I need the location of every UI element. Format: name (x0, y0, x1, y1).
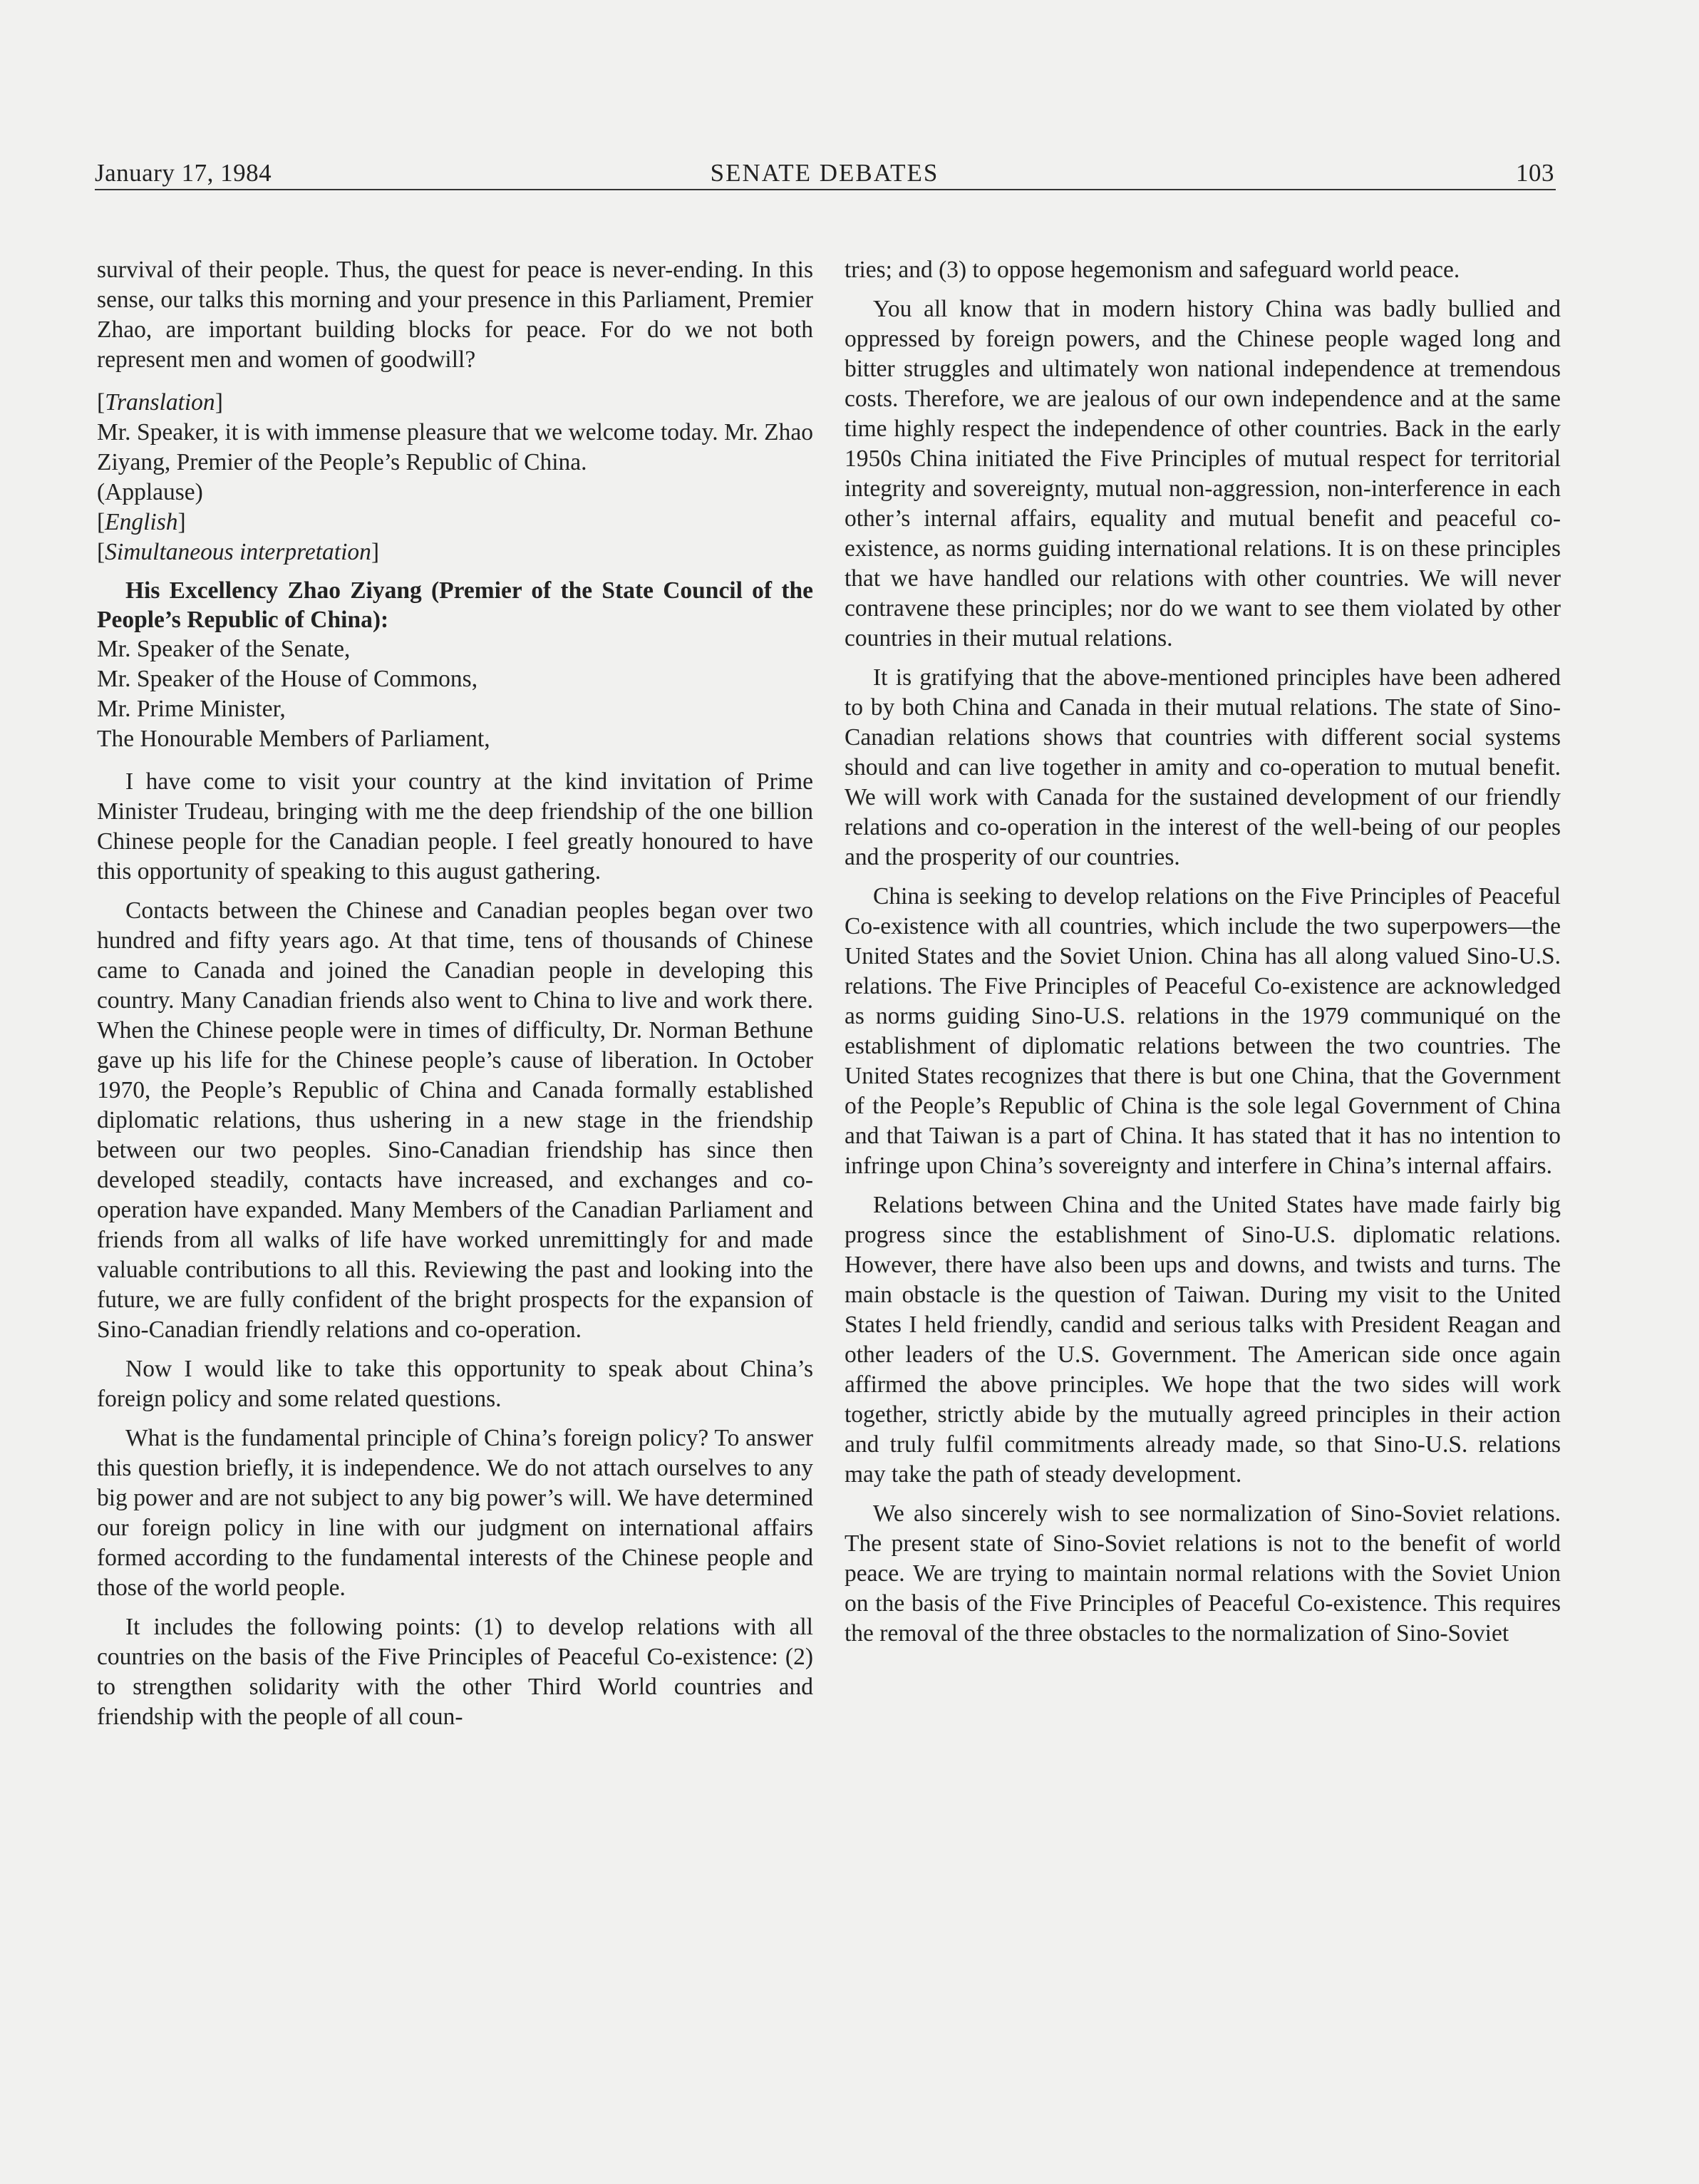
salutation-line: The Honourable Members of Parliament, (97, 726, 490, 752)
paragraph: China is seeking to develop relations on the Five Principles of Peaceful Co-existence with all countries, which include the two superpowers—the United States and the Soviet Union. China has all along valued Sino-U.S. relations. The Five Principles of Peaceful Co-existence are acknowledged as norms guiding Sino-U.S. relations in the 1979 communiqué on the establishment of diplomatic relations between the two countries. The United States recognizes that there is but one China, that the Government of the People’s Republic of China is the sole legal Government of China and that Taiwan is a part of China. It has stated that it has no intention to infringe upon China’s sovereignty and interfere in China’s internal affairs. (845, 883, 1561, 1179)
paragraph: Now I would like to take this opportunity to speak about China’s foreign policy and some related questions. (97, 1356, 813, 1412)
paragraph: tries; and (3) to oppose hegemonism and safeguard world peace. (845, 257, 1460, 283)
paragraph: You all know that in modern history China was badly bullied and oppressed by foreign powers, and the Chinese people waged long and bitter struggles and ultimately won national independence at tremendous costs. Therefore, we are jealous of our own independence and at the same time highly respect the independence of other countries. Back in the early 1950s China initiated the Five Principles of mutual respect for territorial integrity and sovereignty, mutual non-aggression, non-interference in each other’s internal affairs, equality and mutual benefit and peaceful co-existence, as norms guiding international relations. It is on these principles that we have handled our relations with other countries. We will never contravene these principles; nor do we want to see them violated by other countries in their mutual relations. (845, 296, 1561, 651)
paragraph: What is the fundamental principle of China’s foreign policy? To answer this question briefly, it is independence. We do not attach ourselves to any big power and are not subject to any big power’s will. We have determined our foreign policy in line with our judgment on international affairs formed according to the fundamental interests of the Chinese people and those of the world people. (97, 1425, 813, 1601)
right-column (845, 255, 1561, 1649)
label-translation: [Translation] (97, 389, 223, 416)
paragraph: It includes the following points: (1) to develop relations with all countries on the basis of the Five Principles of Peaceful Co-existence: (2) to strengthen solidarity with the other Third World countries and friendship with the people of all coun- (97, 1614, 813, 1730)
label-translation-text: Translation (105, 389, 215, 416)
header-rule (95, 189, 1556, 190)
applause-note: (Applause) (97, 479, 203, 505)
paragraph-intro: survival of their people. Thus, the quest for peace is never-ending. In this sense, our talks this morning and your presence in this Parliament, Premier Zhao, are important building blocks for peace. For do we not both represent men and women of goodwill? (97, 257, 813, 373)
salutation-line: Mr. Prime Minister, (97, 696, 286, 722)
salutation-line: Mr. Speaker of the House of Commons, (97, 666, 478, 692)
left-column (97, 255, 813, 1732)
label-interpretation-text: Simultaneous interpretation (105, 539, 371, 565)
paragraph: We also sincerely wish to see normalization of Sino-Soviet relations. The present state of Sino-Soviet relations is not to the benefit of world peace. We are trying to maintain normal relations with the Soviet Union on the basis of the Five Principles of Peaceful Co-existence. This requires the removal of the three obstacles to the normalization of Sino-Soviet (845, 1500, 1561, 1647)
label-english-text: English (105, 509, 178, 535)
salutation-line: Mr. Speaker of the Senate, (97, 636, 351, 662)
header-date: January 17, 1984 (95, 159, 272, 187)
paragraph: I have come to visit your country at the kind invitation of Prime Minister Trudeau, bringing with me the deep friendship of the one billion Chinese people for the Canadian people. I feel greatly honoured to have this opportunity of speaking to this august gathering. (97, 768, 813, 885)
paragraph: Contacts between the Chinese and Canadian peoples began over two hundred and fifty years ago. At that time, tens of thousands of Chinese came to Canada and joined the Canadian people in developing this country. Many Canadian friends also went to China to live and work there. When the Chinese people were in times of difficulty, Dr. Norman Bethune gave up his life for the Chinese people’s cause of liberation. In October 1970, the People’s Republic of China and Canada formally established diplomatic relations, thus ushering in a new stage in the friendship between our two peoples. Sino-Canadian friendship has since then developed steadily, contacts have increased, and exchanges and co-operation have expanded. Many Members of the Canadian Parliament and friends from all walks of life have worked unremittingly for and made valuable contributions to all this. Reviewing the past and looking into the future, we are fully confident of the bright prospects for the expansion of Sino-Canadian friendly relations and co-operation. (97, 897, 813, 1343)
header-page-number: 103 (1516, 159, 1554, 187)
paragraph: It is gratifying that the above-mentioned principles have been adhered to by both China and Canada in their mutual relations. The state of Sino-Canadian relations shows that countries with different social systems should and can live together in amity and co-operation to mutual benefit. We will work with Canada for the sustained development of our friendly relations and co-operation in the interest of the well-being of our peoples and the prosperity of our countries. (845, 664, 1561, 870)
label-interpretation: [Simultaneous interpretation] (97, 539, 380, 565)
paragraph: Relations between China and the United States have made fairly big progress since the establishment of Sino-U.S. diplomatic relations. However, there have also been ups and downs, and twists and turns. The main obstacle is the question of Taiwan. During my visit to the United States I held friendly, candid and serious talks with President Reagan and other leaders of the U.S. Government. The American side once again affirmed the above principles. We hope that the two sides will work together, strictly abide by the mutually agreed principles in their action and truly fulfil commitments already made, so that Sino-U.S. relations may take the path of steady development. (845, 1192, 1561, 1488)
header-publication: SENATE DEBATES (710, 159, 939, 187)
label-english: [English] (97, 509, 186, 535)
speaker-heading: His Excellency Zhao Ziyang (Premier of the State Council of the People’s Republic of China): (97, 577, 813, 633)
page-header (95, 155, 1554, 191)
paragraph-welcome: Mr. Speaker, it is with immense pleasure that we welcome today. Mr. Zhao Ziyang, Premier of the People’s Republic of China. (97, 419, 813, 475)
